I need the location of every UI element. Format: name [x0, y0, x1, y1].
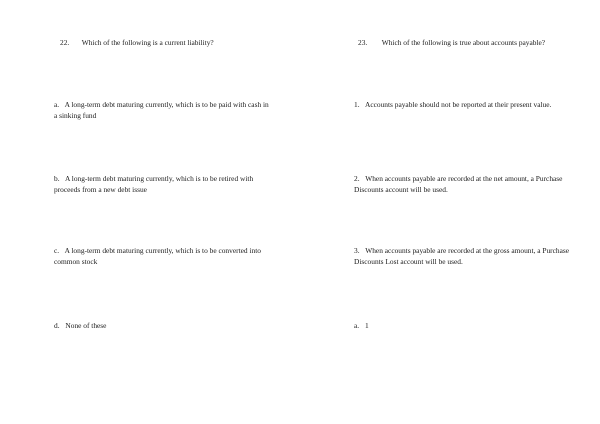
statement-2: [354, 173, 572, 195]
option-letter: 1.: [354, 100, 360, 109]
option-letter: c.: [54, 246, 60, 255]
option-text: 1: [365, 321, 369, 330]
option-text: When accounts payable are recorded at the net amount, a Purchase Discounts account will be used.: [354, 174, 563, 194]
option-letter: a.: [54, 100, 60, 109]
statement-1: [354, 99, 572, 110]
statement-3: [354, 245, 572, 267]
option-letter: 2.: [354, 174, 360, 183]
option-letter: a.: [354, 321, 360, 330]
answer-option-d: [54, 320, 272, 331]
option-text: None of these: [65, 321, 107, 330]
option-letter: b.: [54, 174, 60, 183]
option-text: A long-term debt maturing currently, which is to be retired with proceeds from a new debt issue: [54, 174, 254, 194]
option-text: Accounts payable should not be reported at their present value.: [365, 100, 552, 109]
answer-option-b: [54, 173, 272, 195]
question-text: Which of the following is true about accounts payable?: [381, 38, 546, 47]
answer-option-c: [54, 245, 272, 267]
answer-option-a: [54, 99, 272, 121]
question-22: [54, 37, 294, 48]
question-23: [354, 37, 594, 48]
option-text: When accounts payable are recorded at the gross amount, a Purchase Discounts Lost account will be used.: [354, 246, 570, 266]
option-text: A long-term debt maturing currently, which is to be converted into common stock: [54, 246, 261, 266]
question-text: Which of the following is a current liability?: [81, 38, 214, 47]
option-letter: d.: [54, 321, 60, 330]
question-number: 22.: [60, 38, 70, 47]
answer-option-a: [354, 320, 572, 331]
option-letter: 3.: [354, 246, 360, 255]
question-number: 23.: [358, 38, 368, 47]
option-text: A long-term debt maturing currently, which is to be paid with cash in a sinking fund: [54, 100, 269, 120]
